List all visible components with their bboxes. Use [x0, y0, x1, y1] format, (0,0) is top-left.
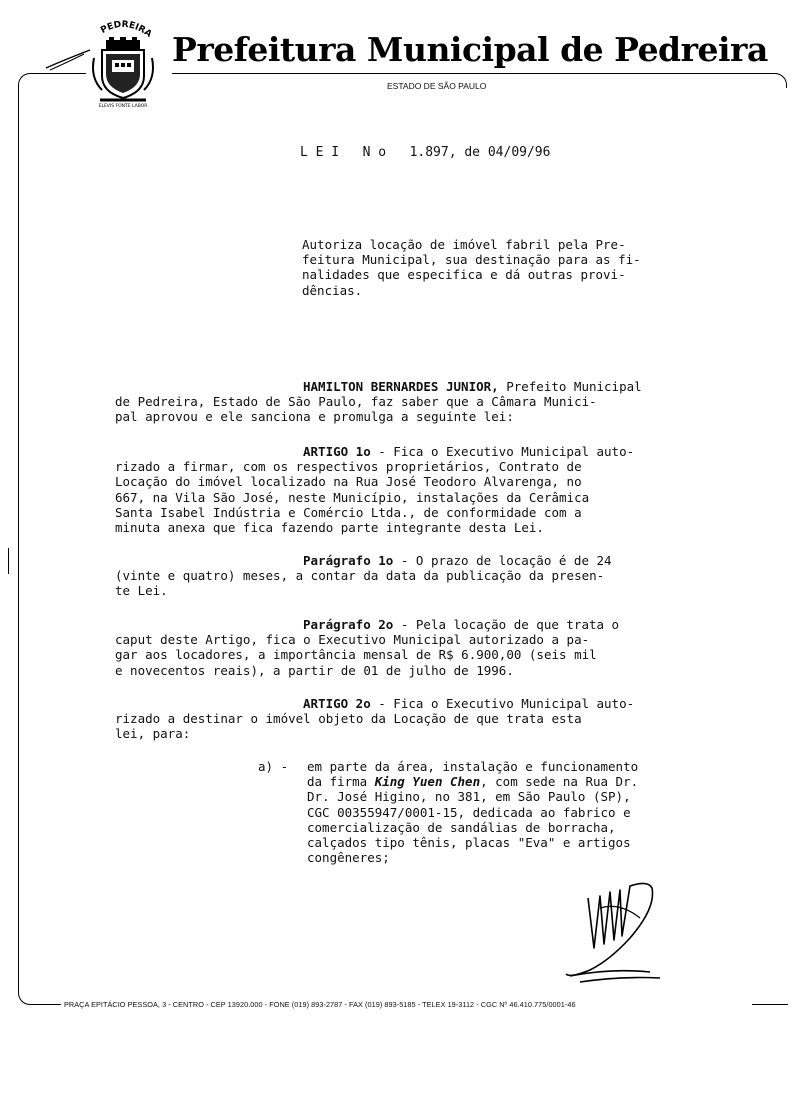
paragraph-2: Parágrafo 2o - Pela locação de que trata o caput deste Artigo, fica o Executivo Municipal autorizado a pa- gar aos locadores, a importância mensal de R$ 6.900,00 (seis mil e novecentos reais), a partir de 01 de julho de 1996.	[115, 617, 620, 678]
article-1-heading: ARTIGO 1o	[303, 444, 371, 459]
quill-icon	[44, 46, 92, 72]
paragraph-preamble: HAMILTON BERNARDES JUNIOR, Prefeito Municipal de Pedreira, Estado de São Paulo, faz saber que a Câmara Munici- pal aprovou e ele sanciona e promulga a seguinte lei:	[115, 379, 642, 425]
item-a-label: a) -	[258, 759, 289, 774]
article-1: ARTIGO 1o - Fica o Executivo Municipal auto- rizado a firmar, com os respectivos proprietários, Contrato de Locação do imóvel localizado na Rua José Teodoro Alvarenga, no 667, na Vila São José, neste Município, instalações da Cerâmica Santa Isabel Indústria e Comércio Ltda., de conformidade com a minuta anexa que fica fazendo parte integrante desta Lei.	[115, 444, 635, 536]
footer-address: PRAÇA EPITÁCIO PESSOA, 3 - CENTRO - CEP 13920.000 - FONE (019) 893-2787 - FAX (019) 893-5185 - TELEX 19-3112 - CGC Nº 46.410.775/0001-46	[64, 1000, 576, 1009]
frame-corner-top	[18, 73, 33, 88]
signature-icon	[560, 878, 670, 988]
mayor-name: HAMILTON BERNARDES JUNIOR,	[303, 379, 499, 394]
frame-corner-top-right	[772, 73, 787, 88]
paragraph-1: Parágrafo 1o - O prazo de locação é de 24 (vinte e quatro) meses, a contar da data da publicação da presen- te Lei.	[115, 553, 612, 599]
paragraph-2-heading: Parágrafo 2o	[303, 617, 394, 632]
header-rule-left	[30, 73, 86, 74]
footer-rule-left	[31, 1004, 61, 1005]
crest-top-text: PEDREIRA	[99, 19, 154, 40]
svg-text:PEDREIRA	[99, 20, 153, 40]
article-2-heading: ARTIGO 2o	[303, 696, 371, 711]
article-2: ARTIGO 2o - Fica o Executivo Municipal auto- rizado a destinar o imóvel objeto da Locação de que trata esta lei, para:	[115, 696, 635, 742]
footer-rule-right	[752, 1004, 788, 1005]
header-rule-right	[172, 73, 777, 74]
company-name: King Yuen Chen	[374, 774, 481, 790]
item-a-text: em parte da área, instalação e funcionamento da firma King Yuen Chen, com sede na Rua Dr. Dr. José Higino, no 381, em São Paulo (SP), CGC 00355947/0001-15, dedicada ao fabrico e comercialização de sandálias de borracha, calçados tipo tênis, placas "Eva" e artigos congêneres;	[307, 759, 639, 866]
law-number: L E I N o 1.897, de 04/09/96	[300, 145, 551, 160]
paragraph-1-heading: Parágrafo 1o	[303, 553, 394, 568]
municipal-crest-icon	[88, 18, 158, 110]
margin-mark	[8, 548, 9, 574]
crest-motto: ELEVIS FONTE LABOR	[98, 104, 148, 109]
state-label: ESTADO DE SÃO PAULO	[387, 81, 487, 91]
frame-left-edge	[18, 86, 19, 990]
frame-corner-bottom	[18, 990, 33, 1005]
law-summary: Autoriza locação de imóvel fabril pela Pre- feitura Municipal, sua destinação para as fi- nalidades que especifica e dá outras provi- dências.	[302, 237, 641, 298]
municipality-title: Prefeitura Municipal de Pedreira	[172, 30, 768, 69]
